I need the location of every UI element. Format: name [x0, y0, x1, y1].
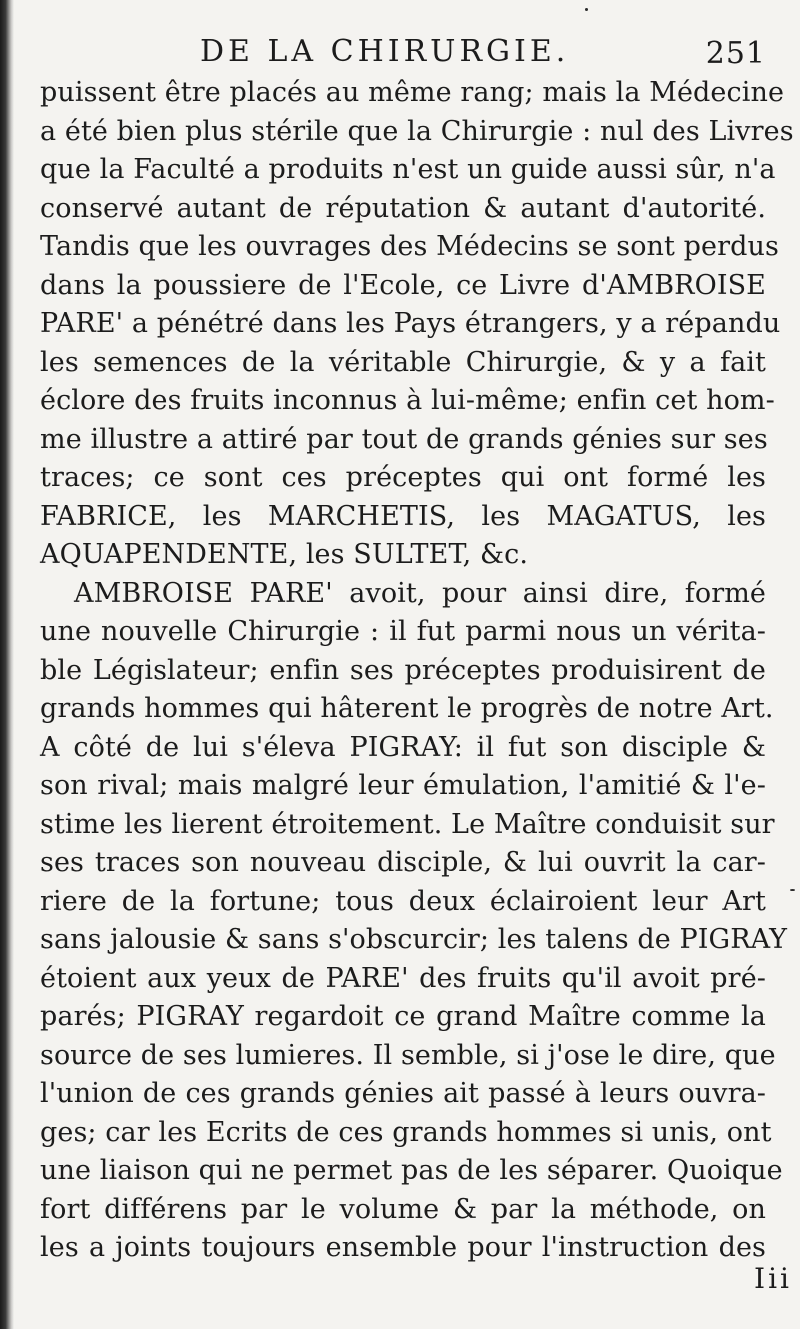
ink-speck: [790, 889, 795, 891]
text-line: ges; car les Ecrits de ces grands hommes si unis, ont: [40, 1116, 772, 1148]
paragraph-first-line: AMBROISE PARE' avoit, pour ainsi dire, formé: [74, 577, 766, 609]
text-line: fort différens par le volume & par la méthode, on: [40, 1193, 766, 1225]
text-line: dans la poussiere de l'Ecole, ce Livre d'AMBROISE: [40, 269, 766, 301]
page-number: 251: [705, 36, 766, 71]
signature-mark: Iii: [754, 1262, 792, 1295]
text-line: stime les lierent étroitement. Le Maître conduisit sur: [40, 808, 775, 840]
text-line: grands hommes qui hâterent le progrès de notre Art.: [40, 693, 774, 724]
text-line: A côté de lui s'éleva PIGRAY: il fut son disciple &: [40, 731, 766, 763]
text-line: ble Législateur; enfin ses préceptes produisirent de: [40, 654, 766, 686]
text-line: ses traces son nouveau disciple, & lui ouvrit la car-: [40, 847, 766, 878]
text-line: riere de la fortune; tous deux éclairoient leur Art: [40, 885, 766, 917]
binding-gutter-shadow: [0, 0, 14, 1329]
text-line: sans jalousie & sans s'obscurcir; les talens de PIGRAY: [40, 924, 788, 955]
text-line: source de ses lumieres. Il semble, si j'ose le dire, que: [40, 1039, 776, 1071]
text-line: une nouvelle Chirurgie : il fut parmi nous un vérita-: [40, 616, 766, 647]
text-line: parés; PIGRAY regardoit ce grand Maître comme la: [40, 1001, 766, 1032]
running-title: DE LA CHIRURGIE.: [200, 34, 570, 69]
text-line: son rival; mais malgré leur émulation, l'amitié & l'e-: [40, 770, 766, 801]
text-block: [40, 74, 794, 1268]
running-head: [40, 28, 766, 74]
text-line: Tandis que les ouvrages des Médecins se sont perdus: [40, 231, 779, 262]
text-line: que la Faculté a produits n'est un guide aussi sûr, n'a: [40, 154, 776, 185]
text-line: étoient aux yeux de PARE' des fruits qu'il avoit pré-: [40, 962, 766, 994]
text-line: les semences de la véritable Chirurgie, & y a fait: [40, 346, 766, 378]
text-line: FABRICE, les MARCHETIS, les MAGATUS, les: [40, 500, 766, 532]
text-line: PARE' a pénétré dans les Pays étrangers, y a répandu: [40, 308, 781, 339]
text-line: une liaison qui ne permet pas de les séparer. Quoique: [40, 1155, 783, 1186]
page-body: [40, 28, 794, 1268]
text-line: puissent être placés au même rang; mais la Médecine: [40, 77, 785, 108]
text-line: éclore des fruits inconnus à lui-même; enfin cet hom-: [40, 385, 775, 416]
paragraph-end-line: AQUAPENDENTE, les SULTET, &c.: [40, 539, 529, 570]
text-line: a été bien plus stérile que la Chirurgie : nul des Livres: [40, 115, 794, 147]
ink-speck: [585, 8, 588, 11]
text-line: l'union de ces grands génies ait passé à leurs ouvra-: [40, 1078, 766, 1109]
text-line: conservé autant de réputation & autant d'autorité.: [40, 192, 766, 224]
text-line: traces; ce sont ces préceptes qui ont formé les: [40, 462, 766, 493]
text-line: les a joints toujours ensemble pour l'instruction des: [40, 1232, 766, 1263]
text-line: me illustre a attiré par tout de grands génies sur ses: [40, 423, 768, 455]
